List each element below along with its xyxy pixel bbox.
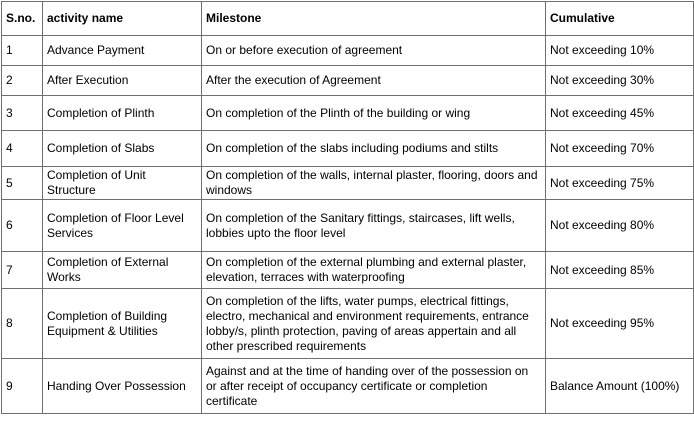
table-row [2, 131, 694, 167]
cell-activity: Completion of Plinth [43, 96, 202, 131]
table-row [2, 252, 694, 289]
cell-cumulative: Not exceeding 45% [546, 96, 694, 131]
cell-milestone: Against and at the time of handing over of the possession on or after receipt of occupancy certificate or completion certificate [202, 359, 546, 414]
table-row [2, 289, 694, 359]
cell-sno: 8 [2, 289, 43, 359]
cell-activity: Completion of External Works [43, 252, 202, 289]
header-row [2, 2, 694, 36]
cell-sno: 4 [2, 131, 43, 167]
payment-schedule-table [1, 1, 694, 414]
header-sno: S.no. [2, 2, 43, 36]
cell-activity: Advance Payment [43, 36, 202, 66]
cell-sno: 3 [2, 96, 43, 131]
cell-activity: Completion of Unit Structure [43, 167, 202, 200]
cell-cumulative: Not exceeding 10% [546, 36, 694, 66]
cell-milestone: On completion of the walls, internal plaster, flooring, doors and windows [202, 167, 546, 200]
cell-milestone: On completion of the Plinth of the building or wing [202, 96, 546, 131]
cell-activity: Completion of Slabs [43, 131, 202, 167]
cell-activity: Handing Over Possession [43, 359, 202, 414]
cell-sno: 9 [2, 359, 43, 414]
cell-activity: Completion of Floor Level Services [43, 200, 202, 252]
cell-sno: 6 [2, 200, 43, 252]
header-activity-name: activity name [43, 2, 202, 36]
cell-cumulative: Not exceeding 85% [546, 252, 694, 289]
cell-milestone: On completion of the lifts, water pumps, electrical fittings, electro, mechanical and environment requirements, entrance lobby/s, plinth protection, paving of areas appertain and all other prescribed requirements [202, 289, 546, 359]
table-row [2, 96, 694, 131]
cell-sno: 2 [2, 66, 43, 96]
cell-activity: Completion of Building Equipment & Utilities [43, 289, 202, 359]
cell-milestone: On completion of the Sanitary fittings, staircases, lift wells, lobbies upto the floor level [202, 200, 546, 252]
cell-sno: 7 [2, 252, 43, 289]
cell-cumulative: Balance Amount (100%) [546, 359, 694, 414]
header-milestone: Milestone [202, 2, 546, 36]
cell-milestone: On completion of the external plumbing and external plaster, elevation, terraces with waterproofing [202, 252, 546, 289]
table-row [2, 36, 694, 66]
table-row [2, 66, 694, 96]
cell-milestone: On completion of the slabs including podiums and stilts [202, 131, 546, 167]
cell-cumulative: Not exceeding 80% [546, 200, 694, 252]
cell-sno: 1 [2, 36, 43, 66]
table-row [2, 167, 694, 200]
header-cumulative: Cumulative [546, 2, 694, 36]
table-row [2, 359, 694, 414]
cell-activity: After Execution [43, 66, 202, 96]
cell-cumulative: Not exceeding 95% [546, 289, 694, 359]
table-row [2, 200, 694, 252]
cell-cumulative: Not exceeding 70% [546, 131, 694, 167]
cell-milestone: After the execution of Agreement [202, 66, 546, 96]
cell-milestone: On or before execution of agreement [202, 36, 546, 66]
cell-sno: 5 [2, 167, 43, 200]
cell-cumulative: Not exceeding 30% [546, 66, 694, 96]
cell-cumulative: Not exceeding 75% [546, 167, 694, 200]
